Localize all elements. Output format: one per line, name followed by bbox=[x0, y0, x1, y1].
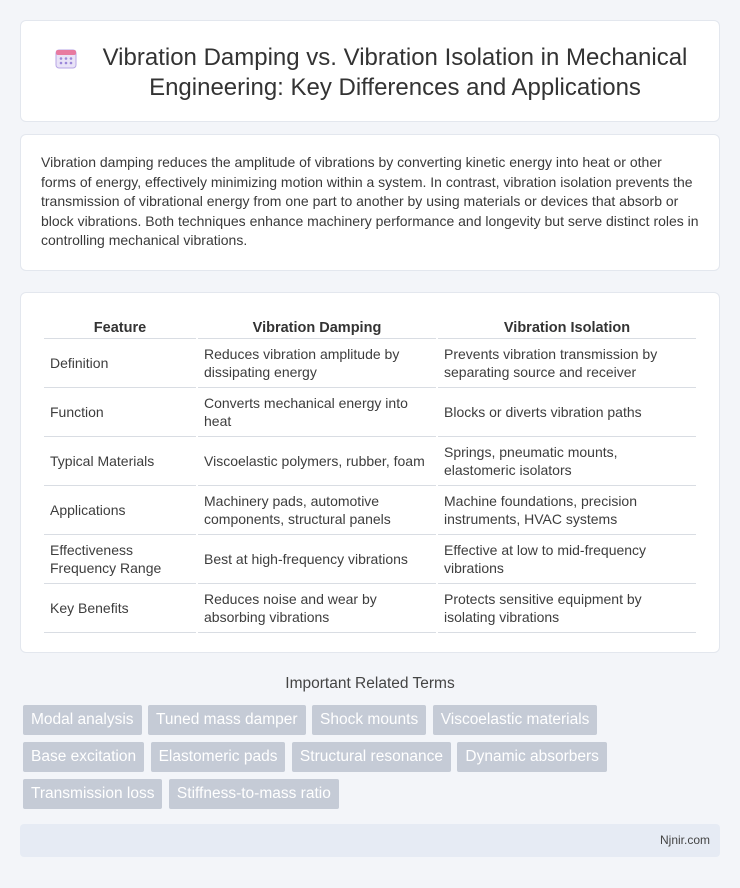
feature-cell: Typical Materials bbox=[44, 437, 196, 486]
tag-structural-resonance[interactable]: Structural resonance bbox=[292, 742, 451, 772]
tag-transmission-loss[interactable]: Transmission loss bbox=[23, 779, 162, 809]
intro-paragraph: Vibration damping reduces the amplitude of vibrations by converting kinetic energy into heat or other forms of energy, effectively minimizing motion within a system. In contrast, vibration isolation prevents the transmission of vibrational energy from one part to another by using materials or devices that absorb or block vibrations. Both techniques enhance machinery performance and longevity but serve distinct roles in controlling mechanical vibrations. bbox=[41, 154, 699, 248]
footer bbox=[20, 824, 720, 857]
intro-card bbox=[20, 134, 720, 271]
damping-cell: Converts mechanical energy into heat bbox=[198, 388, 436, 437]
table-row bbox=[44, 437, 696, 486]
feature-cell: Definition bbox=[44, 339, 196, 388]
related-terms-list bbox=[23, 705, 723, 816]
table-row bbox=[44, 535, 696, 584]
isolation-cell: Effective at low to mid-frequency vibrations bbox=[438, 535, 696, 584]
feature-cell: Effectiveness Frequency Range bbox=[44, 535, 196, 584]
isolation-cell: Protects sensitive equipment by isolating vibrations bbox=[438, 584, 696, 633]
feature-cell: Key Benefits bbox=[44, 584, 196, 633]
isolation-cell: Springs, pneumatic mounts, elastomeric isolators bbox=[438, 437, 696, 486]
comparison-table-card bbox=[20, 292, 720, 653]
tag-dynamic-absorbers[interactable]: Dynamic absorbers bbox=[457, 742, 607, 772]
comparison-table bbox=[42, 315, 698, 633]
tag-tuned-mass-damper[interactable]: Tuned mass damper bbox=[148, 705, 306, 735]
table-header-row bbox=[44, 315, 696, 339]
column-header-isolation: Vibration Isolation bbox=[438, 315, 696, 339]
table-row bbox=[44, 584, 696, 633]
table-row bbox=[44, 339, 696, 388]
table-row bbox=[44, 388, 696, 437]
page-title: Vibration Damping vs. Vibration Isolation in Mechanical Engineering: Key Differences and Applications bbox=[102, 44, 688, 101]
tag-base-excitation[interactable]: Base excitation bbox=[23, 742, 144, 772]
isolation-cell: Prevents vibration transmission by separating source and receiver bbox=[438, 339, 696, 388]
title-card bbox=[20, 20, 720, 122]
feature-cell: Function bbox=[44, 388, 196, 437]
tag-viscoelastic-materials[interactable]: Viscoelastic materials bbox=[433, 705, 598, 735]
footer-site-name: Njnir.com bbox=[659, 833, 710, 847]
calendar-icon bbox=[55, 47, 77, 69]
tag-modal-analysis[interactable]: Modal analysis bbox=[23, 705, 142, 735]
isolation-cell: Blocks or diverts vibration paths bbox=[438, 388, 696, 437]
damping-cell: Viscoelastic polymers, rubber, foam bbox=[198, 437, 436, 486]
related-terms-heading: Important Related Terms bbox=[285, 675, 455, 692]
tag-shock-mounts[interactable]: Shock mounts bbox=[312, 705, 426, 735]
isolation-cell: Machine foundations, precision instruments, HVAC systems bbox=[438, 486, 696, 535]
damping-cell: Machinery pads, automotive components, structural panels bbox=[198, 486, 436, 535]
table-row bbox=[44, 486, 696, 535]
damping-cell: Best at high-frequency vibrations bbox=[198, 535, 436, 584]
damping-cell: Reduces vibration amplitude by dissipating energy bbox=[198, 339, 436, 388]
damping-cell: Reduces noise and wear by absorbing vibrations bbox=[198, 584, 436, 633]
tag-stiffness-to-mass-ratio[interactable]: Stiffness-to-mass ratio bbox=[169, 779, 339, 809]
feature-cell: Applications bbox=[44, 486, 196, 535]
column-header-damping: Vibration Damping bbox=[198, 315, 436, 339]
column-header-feature: Feature bbox=[44, 315, 196, 339]
tag-elastomeric-pads[interactable]: Elastomeric pads bbox=[151, 742, 286, 772]
